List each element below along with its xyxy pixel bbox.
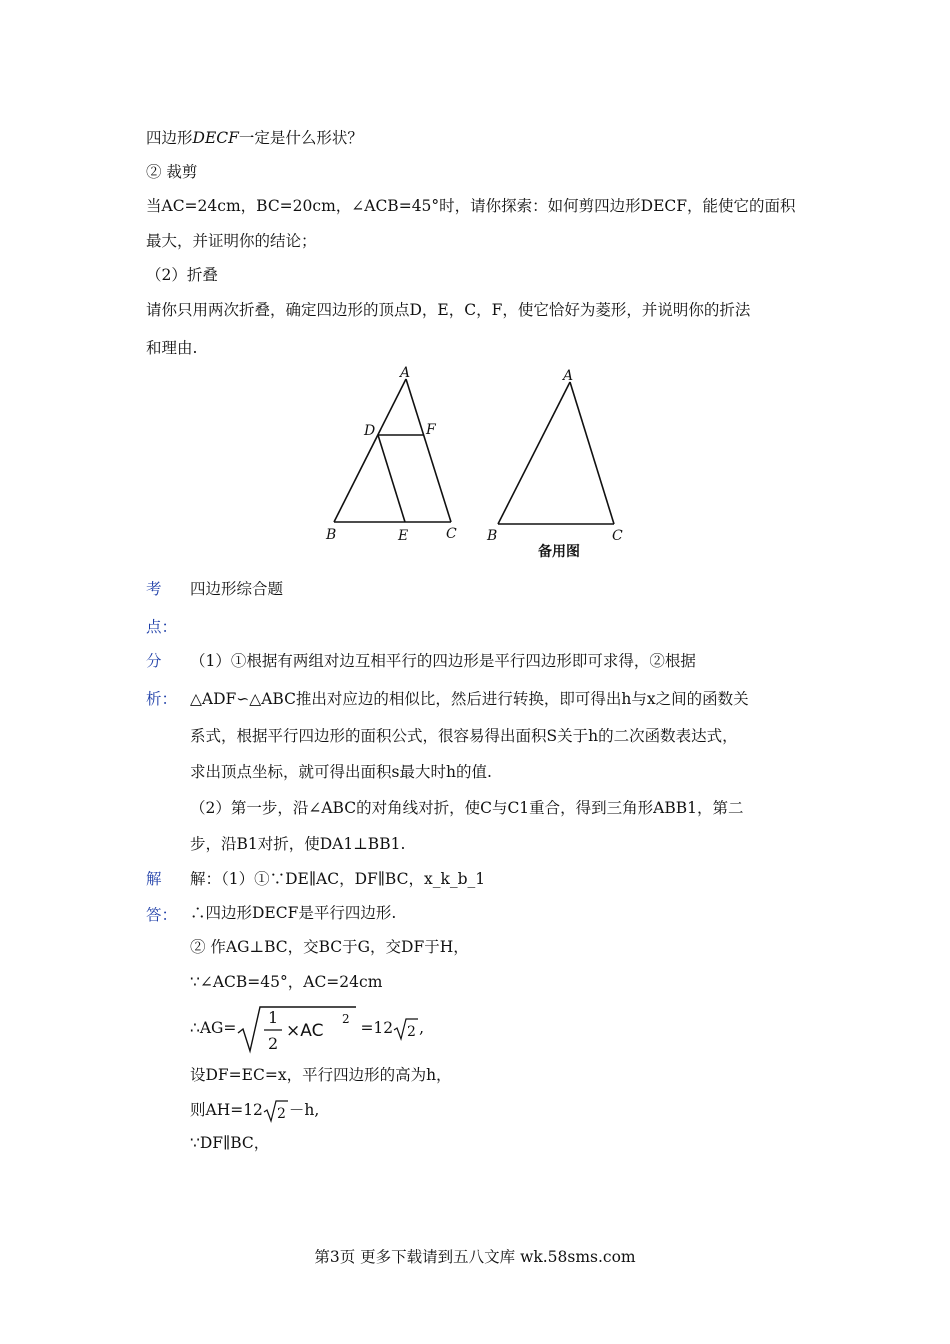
sqrt-2: [393, 1016, 419, 1042]
question-line-5: （2）折叠: [146, 266, 218, 284]
left-triangle-figure: [334, 379, 451, 522]
fenxi-line-1: （1）①根据有两组对边互相平行的四边形是平行四边形即可求得，②根据: [190, 652, 696, 670]
page-footer: 第3页 更多下载请到五八文库 wk.58sms.com: [314, 1248, 636, 1266]
kaodian-label-2: 点：: [146, 618, 178, 636]
frac-denominator: 2: [268, 1034, 279, 1053]
fenxi-line-6: 步，沿B1对折，使DA1⊥BB1.: [190, 835, 406, 853]
question-line-1: 四边形DECF一定是什么形状？: [146, 129, 363, 147]
fenxi-line-3: 系式，根据平行四边形的面积公式，很容易得出面积S关于h的二次函数表达式，: [190, 727, 738, 745]
label-C-left: C: [446, 526, 457, 542]
label-A-right: A: [563, 368, 574, 384]
fenxi-line-4: 求出顶点坐标，就可得出面积s最大时h的值.: [190, 763, 492, 781]
jieda-line-3: ② 作AG⊥BC，交BC于G，交DF于H，: [190, 938, 469, 956]
geometry-figure: [320, 362, 640, 562]
jieda-line-7: 则AH=12 2 －h,: [190, 1097, 319, 1123]
fenxi-label-2: 析：: [146, 690, 178, 708]
jieda-label-2: 答：: [146, 906, 178, 924]
label-C-right: C: [612, 528, 623, 544]
label-B-right: B: [487, 528, 498, 544]
question-line-2: ② 裁剪: [146, 163, 198, 181]
times-ac: ×AC: [286, 1021, 324, 1041]
svg-text:2: 2: [407, 1024, 417, 1040]
kaodian-label-1: 考: [146, 580, 162, 598]
jieda-line-1: 解：（1）①∵DE∥AC，DF∥BC，x_k_b_1: [190, 870, 486, 888]
fenxi-line-5: （2）第一步，沿∠ABC的对角线对折，使C与C1重合，得到三角形ABB1，第二: [190, 799, 744, 817]
svg-text:2: 2: [276, 1106, 286, 1122]
jieda-line-2: ∴四边形DECF是平行四边形.: [190, 904, 397, 922]
jieda-line-8: ∵DF∥BC，: [190, 1134, 270, 1152]
label-D: D: [364, 423, 376, 439]
label-F: F: [426, 422, 436, 438]
question-line-6: 请你只用两次折叠，确定四边形的顶点D，E，C，F，使它恰好为菱形，并说明你的折法: [146, 301, 751, 319]
fenxi-line-2: △ADF∽△ABC推出对应边的相似比，然后进行转换，即可得出h与x之间的函数关: [190, 690, 749, 708]
jieda-label-1: 解: [146, 870, 162, 888]
label-A-left: A: [400, 365, 411, 381]
exponent: 2: [342, 1012, 351, 1026]
kaodian-text: 四边形综合题: [190, 580, 284, 598]
sqrt-2-b: [263, 1098, 289, 1124]
jieda-line-6: 设DF=EC=x，平行四边形的高为h，: [190, 1066, 452, 1084]
jieda-line-5: ∴AG= 1 2 ×AC 2 =12 2 ,: [190, 1002, 424, 1054]
jieda-line-4: ∵∠ACB=45°，AC=24cm: [190, 973, 383, 991]
question-line-4: 最大，并证明你的结论；: [146, 232, 317, 250]
label-E: E: [398, 528, 409, 544]
fenxi-label-1: 分: [146, 652, 162, 670]
sqrt-expression: [236, 1003, 360, 1055]
label-B-left: B: [326, 527, 337, 543]
figure-caption: 备用图: [538, 544, 580, 560]
question-line-7: 和理由.: [146, 339, 198, 357]
frac-numerator: 1: [268, 1008, 279, 1027]
question-line-3: 当AC=24cm，BC=20cm，∠ACB=45°时，请你探索：如何剪四边形DECF，能使它的面积: [146, 197, 796, 215]
right-triangle-figure: [498, 382, 614, 524]
